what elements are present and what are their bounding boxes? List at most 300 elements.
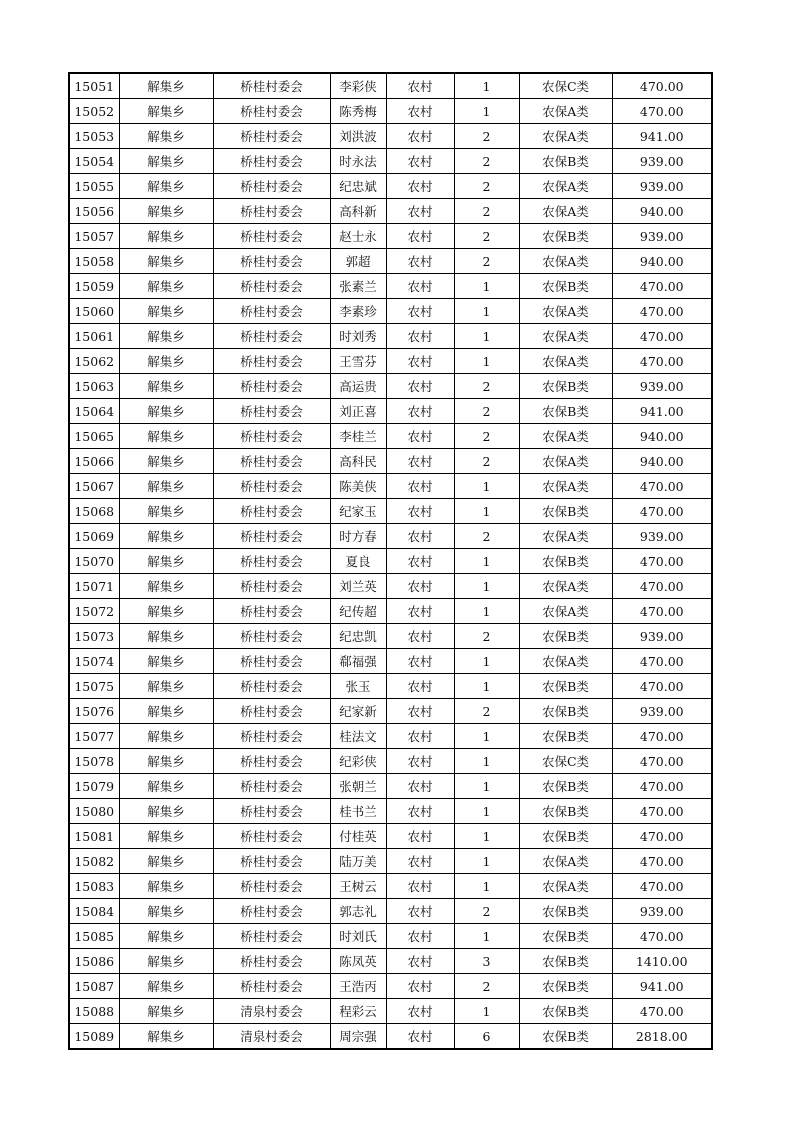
serial-number-cell: 15076: [69, 699, 119, 724]
table-row: [69, 73, 712, 99]
township-cell: 解集乡: [119, 224, 213, 249]
person-name-cell: 刘正喜: [330, 399, 386, 424]
township-cell: 解集乡: [119, 1024, 213, 1050]
insurance-category-cell: 农保B类: [519, 1024, 612, 1050]
table-row: [69, 399, 712, 424]
amount-cell: 470.00: [612, 649, 712, 674]
insurance-category-cell: 农保A类: [519, 449, 612, 474]
township-cell: 解集乡: [119, 149, 213, 174]
village-committee-cell: 桥桂村委会: [213, 824, 330, 849]
village-committee-cell: 桥桂村委会: [213, 124, 330, 149]
serial-number-cell: 15077: [69, 724, 119, 749]
village-committee-cell: 桥桂村委会: [213, 699, 330, 724]
village-committee-cell: 桥桂村委会: [213, 674, 330, 699]
insurance-category-cell: 农保A类: [519, 249, 612, 274]
household-type-cell: 农村: [386, 549, 454, 574]
serial-number-cell: 15067: [69, 474, 119, 499]
household-type-cell: 农村: [386, 124, 454, 149]
table-row: [69, 549, 712, 574]
person-name-cell: 纪传超: [330, 599, 386, 624]
serial-number-cell: 15066: [69, 449, 119, 474]
village-committee-cell: 桥桂村委会: [213, 624, 330, 649]
household-type-cell: 农村: [386, 399, 454, 424]
serial-number-cell: 15051: [69, 73, 119, 99]
township-cell: 解集乡: [119, 924, 213, 949]
township-cell: 解集乡: [119, 949, 213, 974]
village-committee-cell: 桥桂村委会: [213, 374, 330, 399]
township-cell: 解集乡: [119, 274, 213, 299]
township-cell: 解集乡: [119, 599, 213, 624]
person-name-cell: 付桂英: [330, 824, 386, 849]
village-committee-cell: 桥桂村委会: [213, 799, 330, 824]
village-committee-cell: 桥桂村委会: [213, 324, 330, 349]
amount-cell: 470.00: [612, 849, 712, 874]
serial-number-cell: 15080: [69, 799, 119, 824]
amount-cell: 939.00: [612, 524, 712, 549]
person-name-cell: 李彩侠: [330, 73, 386, 99]
insurance-category-cell: 农保A类: [519, 874, 612, 899]
insurance-category-cell: 农保A类: [519, 199, 612, 224]
serial-number-cell: 15074: [69, 649, 119, 674]
township-cell: 解集乡: [119, 874, 213, 899]
amount-cell: 470.00: [612, 549, 712, 574]
village-committee-cell: 桥桂村委会: [213, 749, 330, 774]
household-type-cell: 农村: [386, 899, 454, 924]
insurance-category-cell: 农保A类: [519, 474, 612, 499]
person-name-cell: 桂书兰: [330, 799, 386, 824]
village-committee-cell: 桥桂村委会: [213, 599, 330, 624]
table-row: [69, 974, 712, 999]
member-count-cell: 1: [454, 73, 519, 99]
table-row: [69, 374, 712, 399]
township-cell: 解集乡: [119, 424, 213, 449]
person-name-cell: 刘洪波: [330, 124, 386, 149]
village-committee-cell: 桥桂村委会: [213, 73, 330, 99]
village-committee-cell: 桥桂村委会: [213, 99, 330, 124]
amount-cell: 939.00: [612, 624, 712, 649]
household-type-cell: 农村: [386, 774, 454, 799]
village-committee-cell: 清泉村委会: [213, 1024, 330, 1050]
person-name-cell: 高科民: [330, 449, 386, 474]
village-committee-cell: 桥桂村委会: [213, 224, 330, 249]
township-cell: 解集乡: [119, 524, 213, 549]
table-row: [69, 599, 712, 624]
member-count-cell: 2: [454, 899, 519, 924]
amount-cell: 2818.00: [612, 1024, 712, 1050]
household-type-cell: 农村: [386, 274, 454, 299]
amount-cell: 470.00: [612, 99, 712, 124]
village-committee-cell: 桥桂村委会: [213, 949, 330, 974]
insurance-category-cell: 农保A类: [519, 349, 612, 374]
household-type-cell: 农村: [386, 73, 454, 99]
member-count-cell: 2: [454, 174, 519, 199]
insurance-category-cell: 农保A类: [519, 324, 612, 349]
person-name-cell: 纪彩侠: [330, 749, 386, 774]
household-type-cell: 农村: [386, 249, 454, 274]
serial-number-cell: 15083: [69, 874, 119, 899]
household-type-cell: 农村: [386, 1024, 454, 1050]
village-committee-cell: 桥桂村委会: [213, 924, 330, 949]
amount-cell: 939.00: [612, 224, 712, 249]
amount-cell: 470.00: [612, 874, 712, 899]
serial-number-cell: 15053: [69, 124, 119, 149]
member-count-cell: 1: [454, 574, 519, 599]
amount-cell: 470.00: [612, 574, 712, 599]
amount-cell: 470.00: [612, 499, 712, 524]
person-name-cell: 纪家新: [330, 699, 386, 724]
amount-cell: 939.00: [612, 149, 712, 174]
amount-cell: 470.00: [612, 799, 712, 824]
member-count-cell: 2: [454, 424, 519, 449]
village-committee-cell: 桥桂村委会: [213, 199, 330, 224]
village-committee-cell: 桥桂村委会: [213, 449, 330, 474]
township-cell: 解集乡: [119, 124, 213, 149]
serial-number-cell: 15087: [69, 974, 119, 999]
household-type-cell: 农村: [386, 99, 454, 124]
insurance-category-cell: 农保A类: [519, 649, 612, 674]
serial-number-cell: 15075: [69, 674, 119, 699]
serial-number-cell: 15078: [69, 749, 119, 774]
household-type-cell: 农村: [386, 649, 454, 674]
member-count-cell: 1: [454, 724, 519, 749]
township-cell: 解集乡: [119, 774, 213, 799]
township-cell: 解集乡: [119, 749, 213, 774]
township-cell: 解集乡: [119, 73, 213, 99]
table-row: [69, 924, 712, 949]
amount-cell: 941.00: [612, 124, 712, 149]
township-cell: 解集乡: [119, 824, 213, 849]
township-cell: 解集乡: [119, 499, 213, 524]
household-type-cell: 农村: [386, 524, 454, 549]
household-type-cell: 农村: [386, 174, 454, 199]
amount-cell: 470.00: [612, 349, 712, 374]
member-count-cell: 6: [454, 1024, 519, 1050]
insurance-category-cell: 农保B类: [519, 274, 612, 299]
table-row: [69, 174, 712, 199]
amount-cell: 941.00: [612, 974, 712, 999]
insurance-category-cell: 农保B类: [519, 824, 612, 849]
member-count-cell: 1: [454, 474, 519, 499]
member-count-cell: 1: [454, 324, 519, 349]
person-name-cell: 纪忠凯: [330, 624, 386, 649]
person-name-cell: 程彩云: [330, 999, 386, 1024]
serial-number-cell: 15063: [69, 374, 119, 399]
amount-cell: 940.00: [612, 449, 712, 474]
household-type-cell: 农村: [386, 699, 454, 724]
village-committee-cell: 桥桂村委会: [213, 499, 330, 524]
insurance-category-cell: 农保B类: [519, 499, 612, 524]
table-row: [69, 524, 712, 549]
insurance-category-cell: 农保B类: [519, 999, 612, 1024]
household-type-cell: 农村: [386, 849, 454, 874]
amount-cell: 470.00: [612, 299, 712, 324]
serial-number-cell: 15052: [69, 99, 119, 124]
insurance-category-cell: 农保A类: [519, 524, 612, 549]
member-count-cell: 2: [454, 624, 519, 649]
insurance-category-cell: 农保B类: [519, 899, 612, 924]
member-count-cell: 1: [454, 599, 519, 624]
township-cell: 解集乡: [119, 999, 213, 1024]
serial-number-cell: 15073: [69, 624, 119, 649]
village-committee-cell: 桥桂村委会: [213, 574, 330, 599]
household-type-cell: 农村: [386, 349, 454, 374]
member-count-cell: 1: [454, 749, 519, 774]
village-committee-cell: 桥桂村委会: [213, 349, 330, 374]
insurance-category-cell: 农保B类: [519, 224, 612, 249]
table-row: [69, 699, 712, 724]
household-type-cell: 农村: [386, 199, 454, 224]
household-type-cell: 农村: [386, 224, 454, 249]
table-row: [69, 299, 712, 324]
member-count-cell: 1: [454, 649, 519, 674]
person-name-cell: 陈秀梅: [330, 99, 386, 124]
table-row: [69, 449, 712, 474]
household-type-cell: 农村: [386, 574, 454, 599]
insurance-category-cell: 农保B类: [519, 974, 612, 999]
township-cell: 解集乡: [119, 174, 213, 199]
insurance-category-cell: 农保B类: [519, 624, 612, 649]
member-count-cell: 1: [454, 349, 519, 374]
amount-cell: 941.00: [612, 399, 712, 424]
village-committee-cell: 桥桂村委会: [213, 174, 330, 199]
serial-number-cell: 15065: [69, 424, 119, 449]
member-count-cell: 1: [454, 299, 519, 324]
member-count-cell: 3: [454, 949, 519, 974]
table-row: [69, 724, 712, 749]
serial-number-cell: 15057: [69, 224, 119, 249]
township-cell: 解集乡: [119, 674, 213, 699]
table-row: [69, 274, 712, 299]
amount-cell: 939.00: [612, 174, 712, 199]
table-body: [69, 73, 712, 1049]
member-count-cell: 1: [454, 799, 519, 824]
township-cell: 解集乡: [119, 899, 213, 924]
serial-number-cell: 15084: [69, 899, 119, 924]
person-name-cell: 王雪芬: [330, 349, 386, 374]
household-type-cell: 农村: [386, 449, 454, 474]
table-row: [69, 649, 712, 674]
table-row: [69, 874, 712, 899]
village-committee-cell: 桥桂村委会: [213, 524, 330, 549]
table-row: [69, 349, 712, 374]
township-cell: 解集乡: [119, 574, 213, 599]
serial-number-cell: 15060: [69, 299, 119, 324]
village-committee-cell: 桥桂村委会: [213, 424, 330, 449]
household-type-cell: 农村: [386, 599, 454, 624]
person-name-cell: 时方春: [330, 524, 386, 549]
household-type-cell: 农村: [386, 299, 454, 324]
serial-number-cell: 15086: [69, 949, 119, 974]
member-count-cell: 2: [454, 199, 519, 224]
person-name-cell: 陈凤英: [330, 949, 386, 974]
village-committee-cell: 桥桂村委会: [213, 549, 330, 574]
serial-number-cell: 15079: [69, 774, 119, 799]
insurance-category-cell: 农保A类: [519, 124, 612, 149]
amount-cell: 470.00: [612, 749, 712, 774]
member-count-cell: 1: [454, 999, 519, 1024]
member-count-cell: 2: [454, 399, 519, 424]
person-name-cell: 张朝兰: [330, 774, 386, 799]
township-cell: 解集乡: [119, 374, 213, 399]
household-type-cell: 农村: [386, 499, 454, 524]
household-type-cell: 农村: [386, 824, 454, 849]
township-cell: 解集乡: [119, 724, 213, 749]
serial-number-cell: 15088: [69, 999, 119, 1024]
township-cell: 解集乡: [119, 299, 213, 324]
table-row: [69, 574, 712, 599]
member-count-cell: 1: [454, 849, 519, 874]
member-count-cell: 1: [454, 274, 519, 299]
amount-cell: 940.00: [612, 249, 712, 274]
household-type-cell: 农村: [386, 874, 454, 899]
serial-number-cell: 15081: [69, 824, 119, 849]
person-name-cell: 张玉: [330, 674, 386, 699]
household-type-cell: 农村: [386, 424, 454, 449]
member-count-cell: 2: [454, 149, 519, 174]
township-cell: 解集乡: [119, 624, 213, 649]
insurance-category-cell: 农保B类: [519, 724, 612, 749]
insurance-category-cell: 农保B类: [519, 799, 612, 824]
person-name-cell: 李桂兰: [330, 424, 386, 449]
person-name-cell: 郭志礼: [330, 899, 386, 924]
table-row: [69, 149, 712, 174]
insurance-category-cell: 农保B类: [519, 949, 612, 974]
household-type-cell: 农村: [386, 974, 454, 999]
serial-number-cell: 15056: [69, 199, 119, 224]
amount-cell: 470.00: [612, 73, 712, 99]
serial-number-cell: 15070: [69, 549, 119, 574]
table-row: [69, 199, 712, 224]
member-count-cell: 2: [454, 249, 519, 274]
table-row: [69, 749, 712, 774]
member-count-cell: 2: [454, 124, 519, 149]
person-name-cell: 郭超: [330, 249, 386, 274]
insurance-category-cell: 农保A类: [519, 99, 612, 124]
insurance-category-cell: 农保A类: [519, 849, 612, 874]
household-type-cell: 农村: [386, 924, 454, 949]
amount-cell: 470.00: [612, 824, 712, 849]
table-row: [69, 899, 712, 924]
amount-cell: 939.00: [612, 374, 712, 399]
person-name-cell: 赵士永: [330, 224, 386, 249]
village-committee-cell: 桥桂村委会: [213, 299, 330, 324]
household-type-cell: 农村: [386, 799, 454, 824]
amount-cell: 470.00: [612, 924, 712, 949]
serial-number-cell: 15071: [69, 574, 119, 599]
township-cell: 解集乡: [119, 199, 213, 224]
table-row: [69, 949, 712, 974]
township-cell: 解集乡: [119, 649, 213, 674]
records-table: [68, 72, 713, 1050]
insurance-category-cell: 农保A类: [519, 174, 612, 199]
member-count-cell: 2: [454, 524, 519, 549]
township-cell: 解集乡: [119, 399, 213, 424]
amount-cell: 470.00: [612, 474, 712, 499]
village-committee-cell: 桥桂村委会: [213, 774, 330, 799]
table-row: [69, 99, 712, 124]
person-name-cell: 时刘秀: [330, 324, 386, 349]
village-committee-cell: 桥桂村委会: [213, 649, 330, 674]
table-row: [69, 774, 712, 799]
table-row: [69, 249, 712, 274]
serial-number-cell: 15058: [69, 249, 119, 274]
insurance-category-cell: 农保B类: [519, 674, 612, 699]
serial-number-cell: 15068: [69, 499, 119, 524]
township-cell: 解集乡: [119, 474, 213, 499]
insurance-category-cell: 农保B类: [519, 399, 612, 424]
township-cell: 解集乡: [119, 249, 213, 274]
amount-cell: 470.00: [612, 599, 712, 624]
village-committee-cell: 桥桂村委会: [213, 249, 330, 274]
amount-cell: 470.00: [612, 274, 712, 299]
serial-number-cell: 15062: [69, 349, 119, 374]
village-committee-cell: 桥桂村委会: [213, 874, 330, 899]
township-cell: 解集乡: [119, 849, 213, 874]
table-row: [69, 324, 712, 349]
township-cell: 解集乡: [119, 99, 213, 124]
serial-number-cell: 15054: [69, 149, 119, 174]
township-cell: 解集乡: [119, 699, 213, 724]
insurance-category-cell: 农保B类: [519, 774, 612, 799]
member-count-cell: 2: [454, 224, 519, 249]
serial-number-cell: 15085: [69, 924, 119, 949]
village-committee-cell: 桥桂村委会: [213, 899, 330, 924]
person-name-cell: 高运贵: [330, 374, 386, 399]
amount-cell: 470.00: [612, 774, 712, 799]
member-count-cell: 2: [454, 449, 519, 474]
village-committee-cell: 桥桂村委会: [213, 149, 330, 174]
amount-cell: 1410.00: [612, 949, 712, 974]
insurance-category-cell: 农保A类: [519, 599, 612, 624]
person-name-cell: 李素珍: [330, 299, 386, 324]
table-row: [69, 1024, 712, 1050]
insurance-category-cell: 农保B类: [519, 149, 612, 174]
amount-cell: 939.00: [612, 899, 712, 924]
household-type-cell: 农村: [386, 324, 454, 349]
township-cell: 解集乡: [119, 549, 213, 574]
amount-cell: 470.00: [612, 674, 712, 699]
household-type-cell: 农村: [386, 374, 454, 399]
member-count-cell: 1: [454, 774, 519, 799]
table-row: [69, 224, 712, 249]
table-row: [69, 674, 712, 699]
table-row: [69, 624, 712, 649]
person-name-cell: 张素兰: [330, 274, 386, 299]
amount-cell: 940.00: [612, 199, 712, 224]
household-type-cell: 农村: [386, 624, 454, 649]
household-type-cell: 农村: [386, 724, 454, 749]
table-row: [69, 474, 712, 499]
village-committee-cell: 桥桂村委会: [213, 974, 330, 999]
village-committee-cell: 桥桂村委会: [213, 724, 330, 749]
person-name-cell: 陆万美: [330, 849, 386, 874]
member-count-cell: 2: [454, 974, 519, 999]
insurance-category-cell: 农保B类: [519, 374, 612, 399]
serial-number-cell: 15055: [69, 174, 119, 199]
person-name-cell: 周宗强: [330, 1024, 386, 1050]
member-count-cell: 1: [454, 824, 519, 849]
village-committee-cell: 桥桂村委会: [213, 399, 330, 424]
household-type-cell: 农村: [386, 949, 454, 974]
township-cell: 解集乡: [119, 324, 213, 349]
amount-cell: 939.00: [612, 699, 712, 724]
serial-number-cell: 15064: [69, 399, 119, 424]
person-name-cell: 高科新: [330, 199, 386, 224]
serial-number-cell: 15082: [69, 849, 119, 874]
insurance-category-cell: 农保B类: [519, 549, 612, 574]
member-count-cell: 1: [454, 674, 519, 699]
amount-cell: 470.00: [612, 324, 712, 349]
